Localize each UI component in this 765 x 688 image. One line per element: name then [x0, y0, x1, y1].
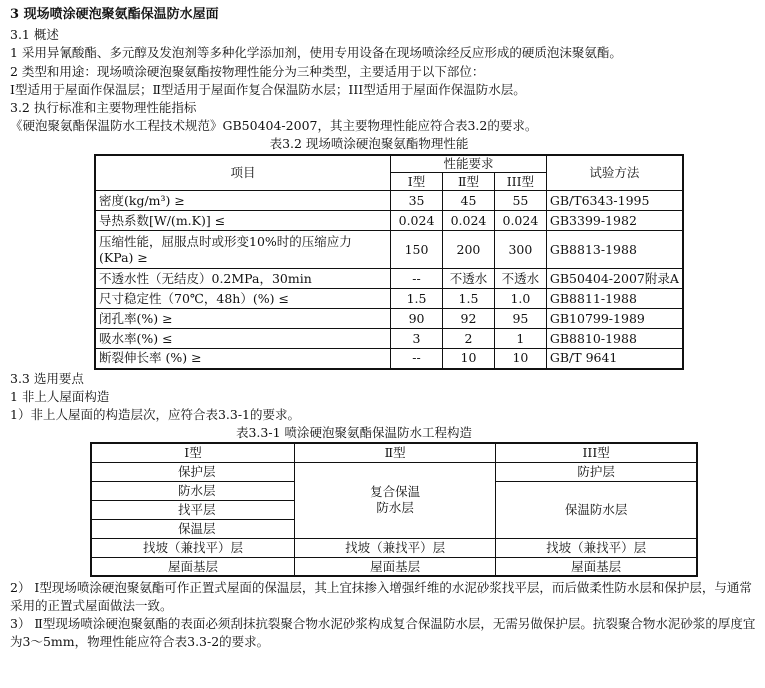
table-3-3-1-caption: 表3.3-1 喷涂硬泡聚氨酯保温防水工程构造 [235, 425, 473, 441]
table-row [95, 191, 683, 211]
row-item [95, 231, 391, 269]
base-layer-cell: 屋面基层 [496, 557, 697, 576]
table-row [95, 329, 683, 349]
slope-layer-cell: 找坡（兼找平）层 [91, 538, 295, 557]
row-value: 95 [494, 309, 546, 329]
paragraph-2: 2 类型和用途：现场喷涂硬泡聚氨酯按物理性能分为三种类型，主要适用于以下部位： [10, 63, 485, 79]
header-type-1: Ⅰ型 [91, 443, 295, 462]
paragraph-8: 3） Ⅱ型现场喷涂硬泡聚氨酯的表面必须刮抹抗裂聚合物水泥砂浆构成复合保温防水层，无需另做保护层。抗裂聚合物水泥砂浆的厚度宜为3～5mm，物理性能应符合表3.3-2的要求。 [10, 616, 756, 650]
row-method: GB/T 9641 [546, 349, 683, 369]
subsection-3-1: 3.1 概述 [10, 27, 59, 43]
row-value: 1.0 [494, 289, 546, 309]
row-value: 200 [443, 231, 495, 269]
row-value: 90 [391, 309, 443, 329]
paragraph-6: 1）非上人屋面的构造层次，应符合表3.3-1的要求。 [10, 407, 301, 423]
row-method: GB8810-1988 [546, 329, 683, 349]
document [10, 6, 758, 651]
table-row [95, 269, 683, 289]
row-value: 150 [391, 231, 443, 269]
row-value: 3 [391, 329, 443, 349]
row-value: 1.5 [443, 289, 495, 309]
row-value: 55 [494, 191, 546, 211]
row-item: 密度(kg/m³) ≥ [95, 191, 391, 211]
row-value: 不透水 [443, 269, 495, 289]
layer-cell: 防护层 [496, 462, 697, 481]
base-layer-cell: 屋面基层 [295, 557, 496, 576]
row-value: 92 [443, 309, 495, 329]
row-value: 不透水 [494, 269, 546, 289]
base-layer-cell: 屋面基层 [91, 557, 295, 576]
header-type-3: III型 [494, 173, 546, 191]
composite-layer-line: 防水层 [376, 500, 414, 516]
table-row [95, 231, 683, 269]
row-item: 断裂伸长率 (%) ≥ [95, 349, 391, 369]
table-row [95, 349, 683, 369]
layer-cell: 找平层 [91, 500, 295, 519]
row-value: 10 [494, 349, 546, 369]
layer-cell: 保护层 [91, 462, 295, 481]
table-row [95, 309, 683, 329]
row-method: GB10799-1989 [546, 309, 683, 329]
row-value: 300 [494, 231, 546, 269]
properties-table [94, 154, 684, 370]
paragraph-7: 2） Ⅰ型现场喷涂硬泡聚氨酯可作正置式屋面的保温层，其上宜抹掺入增强纤维的水泥砂浆找平层，而后做柔性防水层和保护层，与通常采用的正置式屋面做法一致。 [10, 580, 752, 614]
row-value: 45 [443, 191, 495, 211]
header-type-3: III型 [496, 443, 697, 462]
row-item: 导热系数[W/(m.K)] ≤ [95, 211, 391, 231]
row-value: 1.5 [391, 289, 443, 309]
subsection-3-2: 3.2 执行标准和主要物理性能指标 [10, 100, 197, 116]
row-item-line: 压缩性能，屈服点时或形变10%时的压缩应力 [99, 233, 352, 249]
row-value: -- [391, 349, 443, 369]
row-item: 吸水率(%) ≤ [95, 329, 391, 349]
slope-layer-cell: 找坡（兼找平）层 [496, 538, 697, 557]
paragraph-1: 1 采用异氰酸酯、多元醇及发泡剂等多种化学添加剂，使用专用设备在现场喷涂经反应形成的硬质泡沫聚氨酯。 [10, 45, 622, 61]
row-value: 0.024 [391, 211, 443, 231]
row-item: 闭孔率(%) ≥ [95, 309, 391, 329]
slope-layer-cell: 找坡（兼找平）层 [295, 538, 496, 557]
table-row [95, 211, 683, 231]
row-item-line: (KPa) ≥ [99, 249, 148, 265]
header-type-2: Ⅱ型 [295, 443, 496, 462]
composite-layer-cell [295, 462, 496, 538]
row-method: GB3399-1982 [546, 211, 683, 231]
header-type-2: Ⅱ型 [443, 173, 495, 191]
section-heading: 3 现场喷涂硬泡聚氨酯保温防水屋面 [10, 7, 219, 22]
layer-cell: 保温层 [91, 519, 295, 538]
layer-cell: 防水层 [91, 481, 295, 500]
row-method: GB8813-1988 [546, 231, 683, 269]
paragraph-3: Ⅰ型适用于屋面作保温层；Ⅱ型适用于屋面作复合保温防水层；III型适用于屋面作保温防水层。 [10, 81, 526, 97]
row-value: 1 [494, 329, 546, 349]
row-value: 0.024 [443, 211, 495, 231]
table-3-2-caption: 表3.2 现场喷涂硬泡聚氨酯物理性能 [269, 136, 469, 152]
subsection-3-3: 3.3 选用要点 [10, 370, 84, 386]
row-value: 2 [443, 329, 495, 349]
header-type-1: Ⅰ型 [391, 173, 443, 191]
row-value: -- [391, 269, 443, 289]
row-value: 10 [443, 349, 495, 369]
paragraph-5: 1 非上人屋面构造 [10, 388, 110, 404]
construction-table [90, 442, 698, 577]
row-value: 0.024 [494, 211, 546, 231]
layer-cell: 保温防水层 [496, 481, 697, 538]
row-item: 尺寸稳定性（70℃，48h）(%) ≤ [95, 289, 391, 309]
header-method: 试验方法 [546, 155, 683, 191]
header-item: 项目 [95, 155, 391, 191]
paragraph-4: 《硬泡聚氨酯保温防水工程技术规范》GB50404-2007，其主要物理性能应符合表3.2的要求。 [10, 118, 538, 134]
row-item: 不透水性（无结皮）0.2MPa，30min [95, 269, 391, 289]
composite-layer-line: 复合保温 [370, 484, 421, 500]
row-method: GB/T6343-1995 [546, 191, 683, 211]
table-row [95, 289, 683, 309]
header-requirement: 性能要求 [391, 155, 547, 173]
row-value: 35 [391, 191, 443, 211]
row-method: GB8811-1988 [546, 289, 683, 309]
row-method: GB50404-2007附录A [546, 269, 683, 289]
